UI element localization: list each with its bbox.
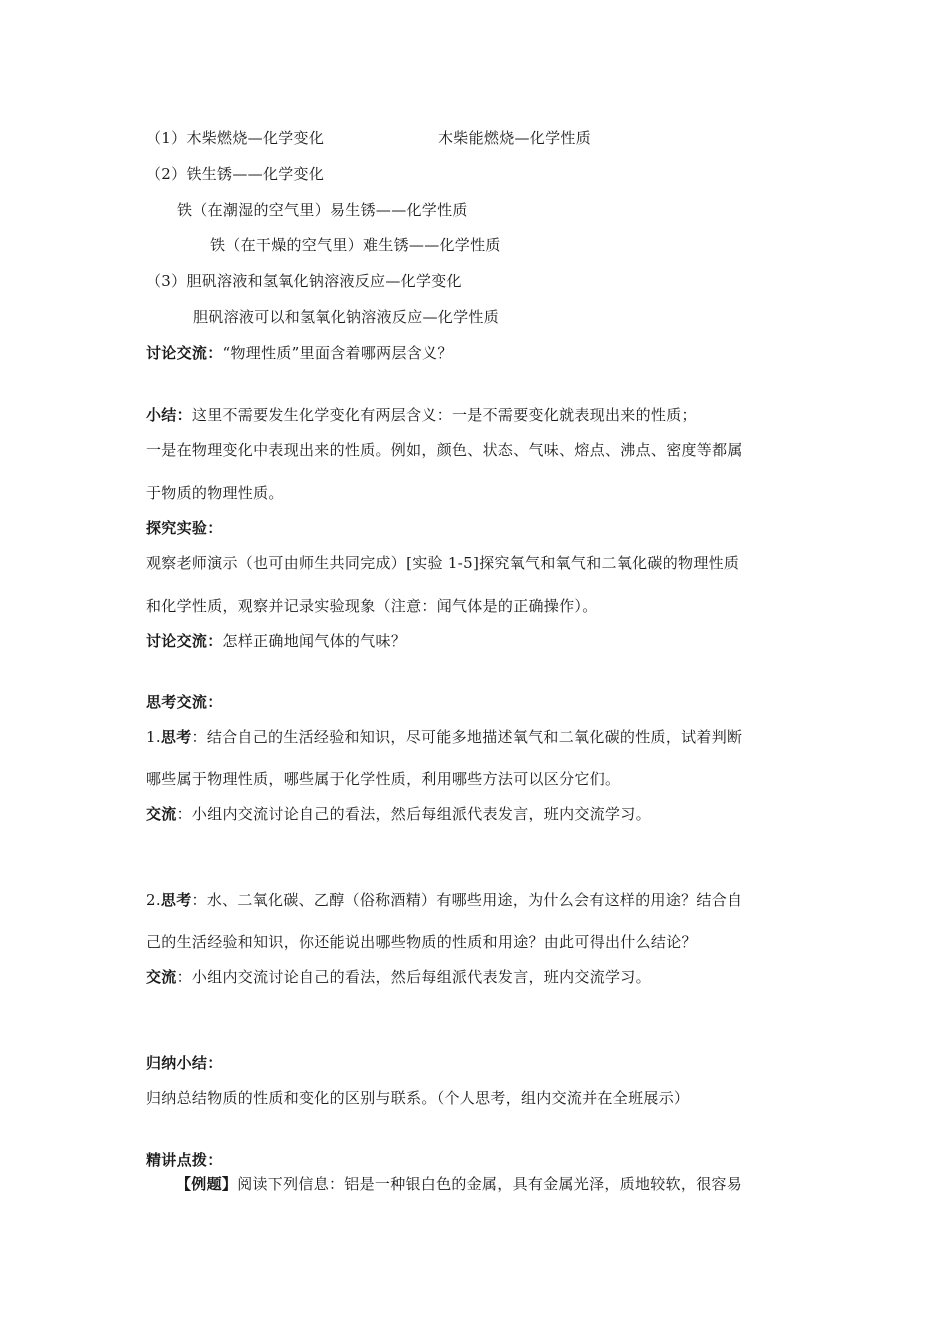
section-text: ：小组内交流讨论自己的看法，然后每组派代表发言，班内交流学习。	[176, 805, 651, 823]
text-line-14	[146, 631, 406, 651]
section-label: 讨论交流：	[146, 632, 223, 650]
section-text: ：结合自己的生活经验和知识，尽可能多地描述氧气和二氧化碳的性质，试着判断	[191, 728, 743, 746]
text-line-21	[146, 967, 651, 987]
text-line-9: 一是在物理变化中表现出来的性质。例如，颜色、状态、气味、熔点、沸点、密度等都属	[146, 441, 743, 459]
section-label: 交流	[146, 805, 177, 823]
section-heading-experiment: 探究实验：	[146, 519, 223, 537]
text-line-1b: 木柴能燃烧—化学性质	[438, 129, 592, 147]
section-heading-explain: 精讲点拨：	[146, 1151, 223, 1169]
section-label: 讨论交流：	[146, 344, 223, 362]
text-line-3: 铁（在潮湿的空气里）易生锈——化学性质	[177, 201, 468, 219]
text-line-12: 观察老师演示（也可由师生共同完成）[实验 1-5]探究氧气和氧气和二氧化碳的物理性质	[146, 554, 740, 572]
text-line-16	[146, 727, 742, 747]
text-line-1a: （1）木柴燃烧—化学变化	[146, 129, 325, 147]
section-heading-think: 思考交流：	[146, 693, 223, 711]
text-line-2: （2）铁生锈——化学变化	[146, 165, 325, 183]
example-label: 【例题】	[176, 1175, 238, 1193]
section-text: “物理性质”里面含着哪两层含义？	[222, 344, 453, 362]
text-line-4: 铁（在干燥的空气里）难生锈——化学性质	[210, 236, 501, 254]
section-heading-summary: 归纳小结：	[146, 1054, 223, 1072]
item-number: 1.	[146, 728, 161, 746]
item-number: 2.	[146, 891, 161, 909]
section-label: 思考	[160, 891, 192, 909]
text-line-10: 于物质的物理性质。	[146, 484, 284, 502]
section-text: ：小组内交流讨论自己的看法，然后每组派代表发言，班内交流学习。	[176, 968, 651, 986]
section-label: 交流	[146, 968, 177, 986]
text-line-18	[146, 804, 651, 824]
section-label: 小结：	[146, 406, 192, 424]
text-line-13: 和化学性质，观察并记录实验现象（注意：闻气体是的正确操作）。	[146, 597, 598, 615]
text-line-7	[146, 343, 453, 363]
text-line-17: 哪些属于物理性质，哪些属于化学性质，利用哪些方法可以区分它们。	[146, 770, 621, 788]
text-line-6: 胆矾溶液可以和氢氧化钠溶液反应—化学性质	[193, 308, 500, 326]
section-text: 这里不需要发生化学变化有两层含义：一是不需要变化就表现出来的性质；	[191, 406, 697, 424]
text-line-20: 己的生活经验和知识，你还能说出哪些物质的性质和用途？由此可得出什么结论？	[146, 933, 697, 951]
section-text: ：水、二氧化碳、乙醇（俗称酒精）有哪些用途，为什么会有这样的用途？结合自	[191, 891, 743, 909]
text-line-25	[176, 1174, 742, 1194]
text-line-5: （3）胆矾溶液和氢氧化钠溶液反应—化学变化	[146, 272, 462, 290]
text-line-23: 归纳总结物质的性质和变化的区别与联系。（个人思考，组内交流并在全班展示）	[146, 1089, 690, 1107]
text-line-19	[146, 890, 742, 910]
section-text: 怎样正确地闻气体的气味？	[222, 632, 407, 650]
text-line-8	[146, 405, 697, 425]
section-label: 思考	[160, 728, 192, 746]
example-text: 阅读下列信息：铝是一种银白色的金属，具有金属光泽，质地较软，很容易	[237, 1175, 743, 1193]
